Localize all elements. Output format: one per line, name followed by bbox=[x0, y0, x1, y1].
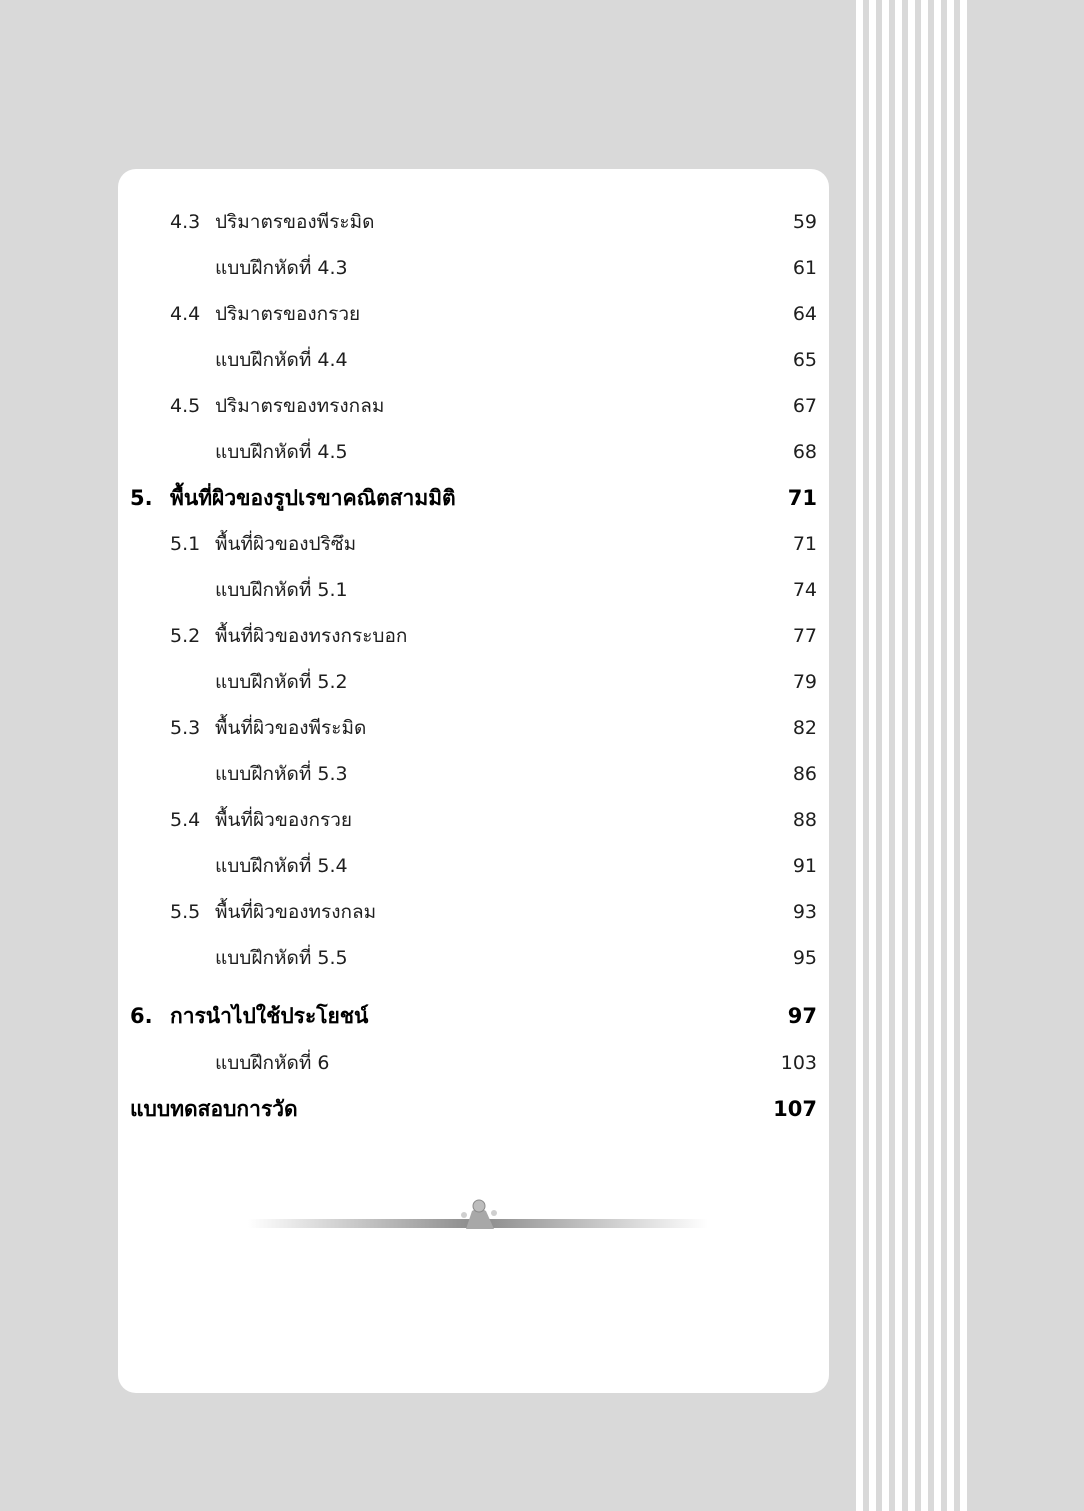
toc-row[interactable] bbox=[118, 207, 829, 237]
toc-page: 67 bbox=[792, 395, 817, 417]
toc-num: 6. bbox=[130, 1004, 153, 1028]
toc-page: 95 bbox=[792, 947, 817, 969]
toc-page: 65 bbox=[792, 349, 817, 371]
toc-title: พื้นที่ผิวของปริซึม bbox=[215, 533, 357, 555]
toc-row[interactable] bbox=[118, 345, 829, 375]
toc-row[interactable] bbox=[118, 713, 829, 743]
toc-row[interactable] bbox=[118, 667, 829, 697]
toc-title: พื้นที่ผิวของทรงกระบอก bbox=[215, 625, 408, 647]
toc-page: 86 bbox=[792, 763, 817, 785]
toc-page: 88 bbox=[792, 809, 817, 831]
toc-num: 5.4 bbox=[170, 809, 201, 831]
toc-title: พื้นที่ผิวของรูปเรขาคณิตสามมิติ bbox=[170, 486, 456, 510]
toc-row[interactable] bbox=[118, 759, 829, 789]
toc-page: 79 bbox=[792, 671, 817, 693]
toc-row[interactable] bbox=[118, 529, 829, 559]
toc-num: 5.5 bbox=[170, 901, 201, 923]
toc-page: 64 bbox=[792, 303, 817, 325]
toc-title: แบบฝึกหัดที่ 5.4 bbox=[215, 855, 348, 877]
stripes-edge bbox=[968, 0, 1084, 1511]
toc-page: 71 bbox=[787, 486, 817, 510]
toc-num: 5.1 bbox=[170, 533, 201, 555]
toc-title: แบบฝึกหัดที่ 4.4 bbox=[215, 349, 348, 371]
toc-row[interactable] bbox=[118, 805, 829, 835]
toc-row[interactable] bbox=[118, 253, 829, 283]
mascot-divider-icon bbox=[248, 1199, 708, 1231]
toc-row[interactable] bbox=[118, 299, 829, 329]
toc-title: พื้นที่ผิวของทรงกลม bbox=[215, 901, 377, 923]
toc-test-row[interactable] bbox=[118, 1094, 829, 1124]
toc-num: 5.2 bbox=[170, 625, 201, 647]
toc-page: 71 bbox=[792, 533, 817, 555]
toc-num: 5. bbox=[130, 486, 153, 510]
toc-row[interactable] bbox=[118, 575, 829, 605]
toc-title: พื้นที่ผิวของพีระมิด bbox=[215, 717, 367, 739]
toc-title: ปริมาตรของกรวย bbox=[215, 303, 361, 325]
toc-page: 59 bbox=[792, 211, 817, 233]
toc-page: 107 bbox=[773, 1097, 817, 1121]
toc-num: 4.5 bbox=[170, 395, 201, 417]
toc-title: แบบฝึกหัดที่ 4.5 bbox=[215, 441, 348, 463]
toc-row[interactable] bbox=[118, 851, 829, 881]
toc-title: ปริมาตรของทรงกลม bbox=[215, 395, 385, 417]
toc-row[interactable] bbox=[118, 437, 829, 467]
toc-title: การนำไปใช้ประโยชน์ bbox=[170, 1004, 369, 1028]
toc-row[interactable] bbox=[118, 1048, 829, 1078]
toc-chapter-row[interactable] bbox=[118, 1001, 829, 1031]
toc-page: 93 bbox=[792, 901, 817, 923]
toc-page: 103 bbox=[780, 1052, 817, 1074]
toc-row[interactable] bbox=[118, 391, 829, 421]
toc-row[interactable] bbox=[118, 897, 829, 927]
toc-panel bbox=[118, 169, 829, 1393]
toc-title: แบบฝึกหัดที่ 5.5 bbox=[215, 947, 348, 969]
toc-num: 4.3 bbox=[170, 211, 201, 233]
toc-page: 77 bbox=[792, 625, 817, 647]
toc-chapter-row[interactable] bbox=[118, 483, 829, 513]
toc-title: แบบฝึกหัดที่ 5.3 bbox=[215, 763, 348, 785]
toc-page: 74 bbox=[792, 579, 817, 601]
toc-num: 5.3 bbox=[170, 717, 201, 739]
toc-title: ปริมาตรของพีระมิด bbox=[215, 211, 375, 233]
toc-title: แบบฝึกหัดที่ 5.1 bbox=[215, 579, 348, 601]
toc-row[interactable] bbox=[118, 621, 829, 651]
toc-page: 82 bbox=[792, 717, 817, 739]
toc-page: 68 bbox=[792, 441, 817, 463]
toc-title: แบบฝึกหัดที่ 4.3 bbox=[215, 257, 348, 279]
toc-page: 97 bbox=[787, 1004, 817, 1028]
toc-page: 61 bbox=[792, 257, 817, 279]
toc-title: พื้นที่ผิวของกรวย bbox=[215, 809, 353, 831]
toc-title: แบบฝึกหัดที่ 5.2 bbox=[215, 671, 348, 693]
toc-num: 4.4 bbox=[170, 303, 201, 325]
toc-page: 91 bbox=[792, 855, 817, 877]
toc-title: แบบทดสอบการวัด bbox=[130, 1097, 298, 1121]
toc-title: แบบฝึกหัดที่ 6 bbox=[215, 1052, 330, 1074]
toc-row[interactable] bbox=[118, 943, 829, 973]
